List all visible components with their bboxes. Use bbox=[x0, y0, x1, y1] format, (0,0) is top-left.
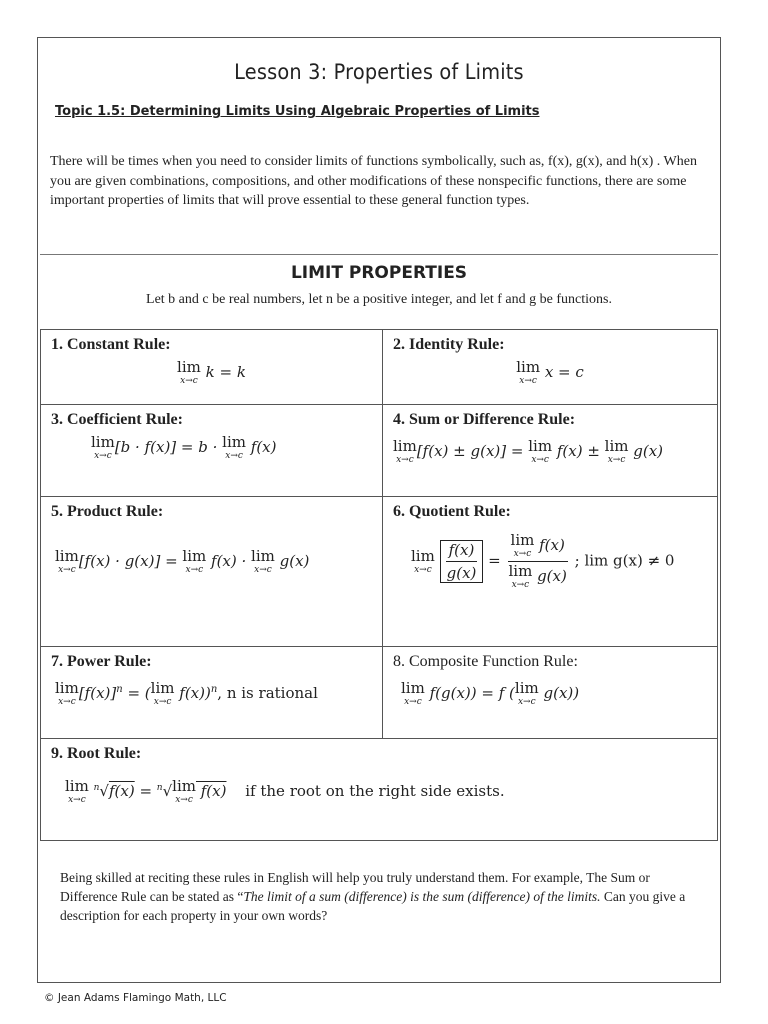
root-rule-cell bbox=[41, 739, 718, 841]
root-rule-condition: if the root on the right side exists. bbox=[245, 782, 505, 800]
composite-function-rule-cell bbox=[383, 647, 718, 739]
outro-paragraph: Being skilled at reciting these rules in English will help you truly understand them. For example, The Sum or Difference Rule can be stated as “The limit of a sum (difference) is the sum (difference) of the limits. Can you give a description for each property in your own words? bbox=[60, 870, 686, 923]
constant-rule-cell bbox=[41, 330, 383, 405]
constant-rule-formula: lim x→c k = k bbox=[177, 358, 246, 386]
rule-name: 4. Sum or Difference Rule: bbox=[393, 411, 576, 428]
rule-name: 9. Root Rule: bbox=[51, 745, 142, 762]
topic-heading: Topic 1.5: Determining Limits Using Algebraic Properties of Limits bbox=[55, 104, 540, 119]
example-quote: The limit of a sum (difference) is the sum (difference) of the limits. bbox=[243, 889, 601, 904]
coefficient-rule-formula: lim x→c [b · f(x)] = b · lim x→c f(x) bbox=[91, 433, 277, 461]
sum-difference-rule-formula: lim x→c [f(x) ± g(x)] = lim x→c f(x) ± lim x→c g(x) bbox=[393, 437, 664, 465]
root-rule-formula: lim x→c $^n$√f(x) = $^n$√ lim x→c f(x) if the root on the right side exists. bbox=[65, 777, 505, 805]
intro-paragraph: There will be times when you need to consider limits of functions symbolically, such as, f(x), g(x), and h(x) . When you are given combinations, compositions, and other modifications of these nonspecific functions, there are some important properties of limits that will prove essential to these general function types. bbox=[50, 154, 697, 208]
worksheet-frame bbox=[37, 37, 721, 983]
product-rule-formula: lim x→c [f(x) · g(x)] = lim x→c f(x) · lim x→c g(x) bbox=[55, 547, 310, 575]
rule-name: 3. Coefficient Rule: bbox=[51, 411, 183, 428]
rules-table bbox=[40, 329, 718, 841]
quotient-rule-cell bbox=[383, 497, 718, 647]
power-rule-formula: lim x→c $[f(x)]^n$ = ( lim x→c f(x))$^n$, n is rational bbox=[55, 679, 318, 707]
product-rule-cell bbox=[41, 497, 383, 647]
rule-name: 8. Composite Function Rule: bbox=[393, 653, 578, 670]
rule-name: 5. Product Rule: bbox=[51, 503, 164, 520]
limit-properties-heading: LIMIT PROPERTIES bbox=[290, 263, 468, 283]
power-rule-cell bbox=[41, 647, 383, 739]
identity-rule-formula: lim x→c x = c bbox=[516, 358, 584, 386]
copyright-footer: © Jean Adams Flamingo Math, LLC bbox=[44, 992, 227, 1004]
section-divider bbox=[40, 254, 718, 255]
quotient-rule-condition: ; lim g(x) ≠ 0 bbox=[574, 551, 675, 570]
composite-function-rule-formula: lim x→c f(g(x)) = f ( lim x→c g(x)) bbox=[401, 679, 580, 707]
limit-properties-subheading: Let b and c be real numbers, let n be a positive integer, and let f and g be functions. bbox=[146, 292, 612, 307]
quotient-rule-formula: lim x→c $\frac{f(x)}{g(x)}$ = lim x→c f(x) lim x→c g(x) ; lim g(x) ≠ 0 bbox=[411, 531, 675, 590]
identity-rule-cell bbox=[383, 330, 718, 405]
rule-name: 2. Identity Rule: bbox=[393, 336, 505, 353]
lesson-title: Lesson 3: Properties of Limits bbox=[234, 60, 524, 84]
rule-name: 6. Quotient Rule: bbox=[393, 503, 511, 520]
rule-name: 1. Constant Rule: bbox=[51, 336, 171, 353]
power-rule-condition: , n is rational bbox=[217, 684, 318, 702]
rule-name: 7. Power Rule: bbox=[51, 653, 152, 670]
coefficient-rule-cell bbox=[41, 405, 383, 497]
sum-difference-rule-cell bbox=[383, 405, 718, 497]
